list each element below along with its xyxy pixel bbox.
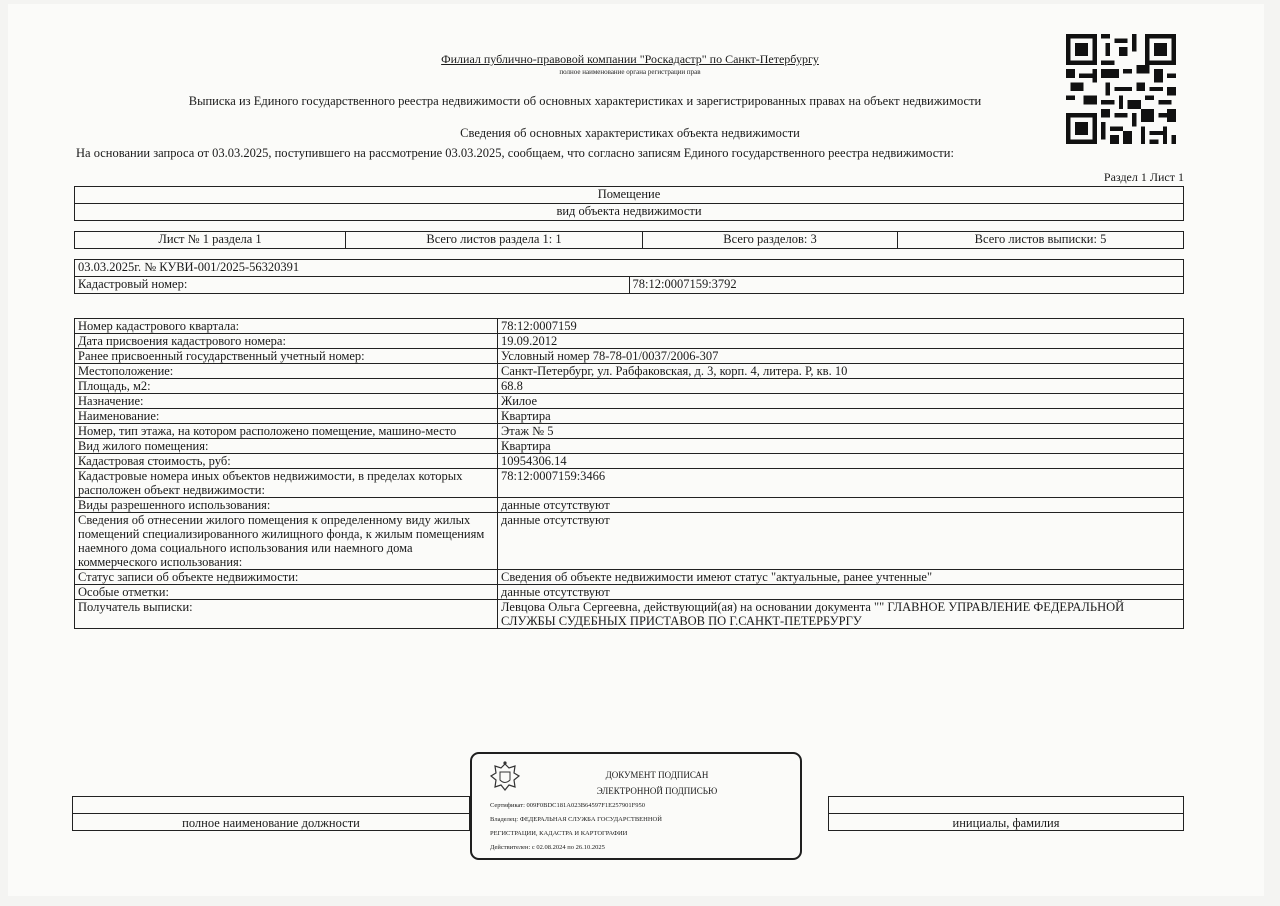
cadastral-number-value: 78:12:0007159:3792 xyxy=(629,277,1184,294)
extract-number: 03.03.2025г. № КУВИ-001/2025-56320391 xyxy=(75,260,1184,277)
extract-title: Выписка из Единого государственного реестра недвижимости об основных характеристиках и зарегистрированных правах на объект недвижимости xyxy=(188,94,982,108)
electronic-signature-stamp xyxy=(470,752,802,860)
sheet-number: Лист № 1 раздела 1 xyxy=(75,232,346,249)
coat-of-arms-icon xyxy=(488,760,522,794)
field-label: Вид жилого помещения: xyxy=(75,439,498,454)
qr-code-icon xyxy=(1066,34,1176,144)
field-value: Сведения об объекте недвижимости имеют статус "актуальные, ранее учтенные" xyxy=(498,570,1184,585)
field-value: 19.09.2012 xyxy=(498,334,1184,349)
extract-id-table xyxy=(74,259,1184,294)
table-row xyxy=(75,424,1184,439)
sheets-table xyxy=(74,231,1184,249)
field-label: Виды разрешенного использования: xyxy=(75,498,498,513)
field-label: Сведения об отнесении жилого помещения к определенному виду жилых помещений специализированного жилищного фонда, к жилым помещениям наемного дома социального использования или наемного дома коммерческого использования: xyxy=(75,513,498,570)
table-row xyxy=(75,513,1184,570)
field-label: Кадастровые номера иных объектов недвижимости, в пределах которых расположен объект недвижимости: xyxy=(75,469,498,498)
field-value: данные отсутствуют xyxy=(498,498,1184,513)
table-row xyxy=(75,454,1184,469)
table-row xyxy=(75,379,1184,394)
position-field xyxy=(73,797,470,814)
sheet-reference: Раздел 1 Лист 1 xyxy=(1103,170,1184,184)
field-value: Санкт-Петербург, ул. Рабфаковская, д. 3, корп. 4, литера. Р, кв. 10 xyxy=(498,364,1184,379)
request-basis: На основании запроса от 03.03.2025, поступившего на рассмотрение 03.03.2025, сообщаем, что согласно записям Единого государственного реестра недвижимости: xyxy=(76,146,954,160)
table-row xyxy=(75,600,1184,629)
field-label: Получатель выписки: xyxy=(75,600,498,629)
stamp-owner-2: РЕГИСТРАЦИИ, КАДАСТРА И КАРТОГРАФИИ xyxy=(490,830,628,837)
position-caption: полное наименование должности xyxy=(73,814,470,831)
field-label: Наименование: xyxy=(75,409,498,424)
table-row xyxy=(75,570,1184,585)
field-value: данные отсутствуют xyxy=(498,513,1184,570)
org-name-caption: полное наименование органа регистрации прав xyxy=(559,68,701,76)
field-label: Кадастровая стоимость, руб: xyxy=(75,454,498,469)
cadastral-number-label: Кадастровый номер: xyxy=(75,277,630,294)
section-sheets-total: Всего листов раздела 1: 1 xyxy=(346,232,643,249)
field-value: Жилое xyxy=(498,394,1184,409)
table-row xyxy=(75,364,1184,379)
table-row xyxy=(75,585,1184,600)
field-value: Этаж № 5 xyxy=(498,424,1184,439)
table-row xyxy=(75,349,1184,364)
field-label: Особые отметки: xyxy=(75,585,498,600)
field-value: Квартира xyxy=(498,439,1184,454)
field-label: Ранее присвоенный государственный учетный номер: xyxy=(75,349,498,364)
name-field xyxy=(829,797,1184,814)
table-row xyxy=(75,394,1184,409)
field-label: Назначение: xyxy=(75,394,498,409)
stamp-line-2: ЭЛЕКТРОННОЙ ПОДПИСЬЮ xyxy=(596,786,718,796)
field-value: Квартира xyxy=(498,409,1184,424)
field-label: Дата присвоения кадастрового номера: xyxy=(75,334,498,349)
sections-total: Всего разделов: 3 xyxy=(643,232,898,249)
name-caption: инициалы, фамилия xyxy=(829,814,1184,831)
stamp-line-1: ДОКУМЕНТ ПОДПИСАН xyxy=(605,770,709,780)
org-name: Филиал публично-правовой компании "Роскадастр" по Санкт-Петербургу xyxy=(441,52,819,66)
stamp-certificate: Сертификат: 009F0BDC181A023B64597F1E257901F950 xyxy=(490,802,645,809)
field-value: Условный номер 78-78-01/0037/2006-307 xyxy=(498,349,1184,364)
field-label: Статус записи об объекте недвижимости: xyxy=(75,570,498,585)
object-type-caption: вид объекта недвижимости xyxy=(75,204,1184,221)
field-label: Площадь, м2: xyxy=(75,379,498,394)
field-value: данные отсутствуют xyxy=(498,585,1184,600)
field-label: Номер, тип этажа, на котором расположено помещение, машино-место xyxy=(75,424,498,439)
object-type-table xyxy=(74,186,1184,221)
field-value: 78:12:0007159 xyxy=(498,319,1184,334)
field-label: Местоположение: xyxy=(75,364,498,379)
field-value: Левцова Ольга Сергеевна, действующий(ая) на основании документа "" ГЛАВНОЕ УПРАВЛЕНИЕ ФЕДЕРАЛЬНОЙ СЛУЖБЫ СУДЕБНЫХ ПРИСТАВОВ ПО Г.САНКТ-ПЕТЕРБУРГУ xyxy=(498,600,1184,629)
section-title: Сведения об основных характеристиках объекта недвижимости xyxy=(460,126,800,140)
extract-sheets-total: Всего листов выписки: 5 xyxy=(898,232,1184,249)
stamp-validity: Действителен: с 02.08.2024 по 26.10.2025 xyxy=(490,844,605,851)
table-row xyxy=(75,334,1184,349)
characteristics-table xyxy=(74,318,1184,629)
field-value: 78:12:0007159:3466 xyxy=(498,469,1184,498)
table-row xyxy=(75,439,1184,454)
table-row xyxy=(75,498,1184,513)
field-value: 68.8 xyxy=(498,379,1184,394)
field-value: 10954306.14 xyxy=(498,454,1184,469)
table-row xyxy=(75,469,1184,498)
table-row xyxy=(75,319,1184,334)
stamp-owner: Владелец: ФЕДЕРАЛЬНАЯ СЛУЖБА ГОСУДАРСТВЕННОЙ xyxy=(490,816,662,823)
object-type: Помещение xyxy=(75,187,1184,204)
table-row xyxy=(75,409,1184,424)
field-label: Номер кадастрового квартала: xyxy=(75,319,498,334)
